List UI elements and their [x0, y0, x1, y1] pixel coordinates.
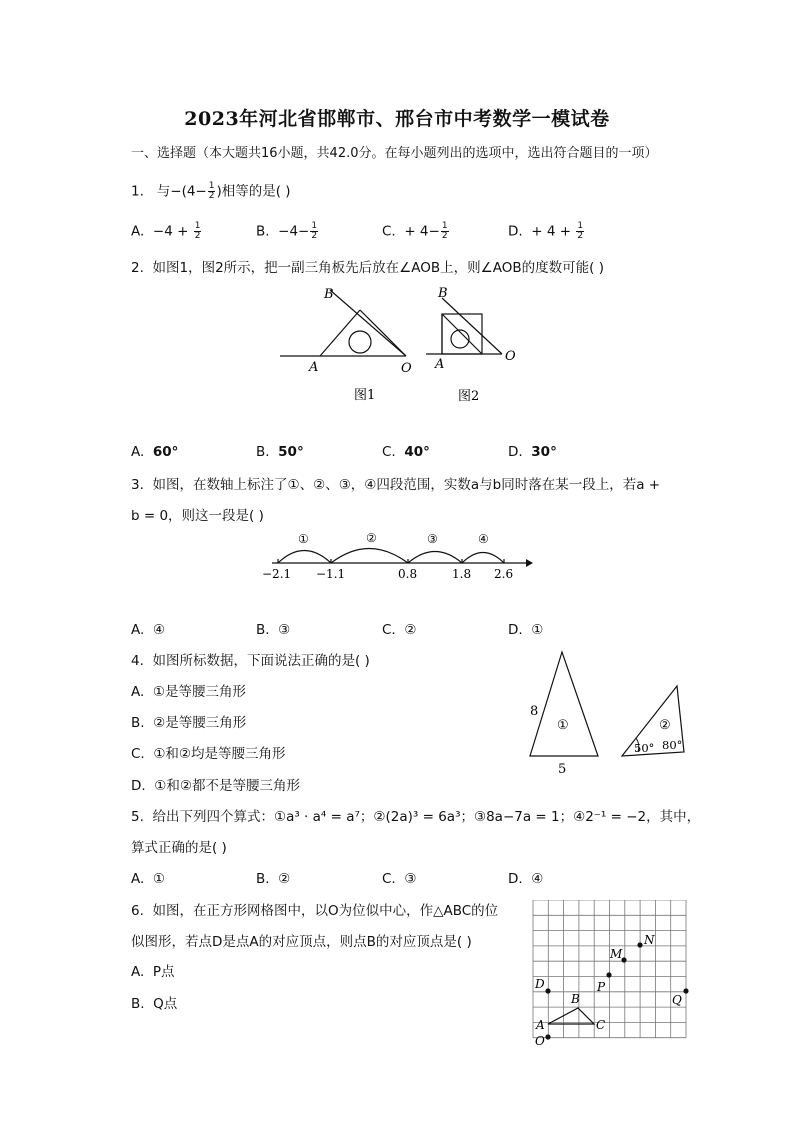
point-p: P [597, 980, 606, 994]
number-line [258, 528, 534, 584]
point-d: D [535, 977, 545, 991]
q3-option-d[interactable]: D. ① [508, 622, 544, 638]
q4-option-b[interactable]: B. ②是等腰三角形 [131, 715, 247, 731]
tick-label: 0.8 [398, 567, 418, 581]
figure-2 [426, 286, 516, 404]
q1-option-d[interactable]: D. + 4 + $\frac{1}{2}$ [508, 221, 584, 241]
angle-label: 80° [662, 738, 683, 752]
question-5-stem-line1: 5. 给出下列四个算式：①a³ · a⁴ = a⁷；②(2a)³ = 6a³；③8a−7a = 1；④2⁻¹ = −2，其中， [131, 809, 701, 825]
point-o: O [535, 1034, 545, 1048]
q2-option-a[interactable]: A. 60° [131, 444, 179, 460]
q5-option-a[interactable]: A. ① [131, 871, 165, 887]
fraction: $\frac{1}{2}$ [208, 181, 215, 201]
q6-option-b[interactable]: B. Q点 [131, 996, 178, 1012]
segment-1: ① [298, 532, 309, 546]
triangle-2-label: ② [659, 718, 671, 733]
section-heading: 一、选择题（本大题共16小题，共42.0分。在每小题列出的选项中，选出符合题目的一项） [131, 146, 658, 161]
label-a: A [309, 360, 319, 375]
tick-label: 2.6 [494, 567, 514, 581]
q1-option-c[interactable]: C. + 4− $\frac{1}{2}$ [382, 221, 448, 241]
triangle-1-label: ① [557, 718, 569, 733]
stem-text: 与−(4− [156, 183, 207, 200]
q4-option-a[interactable]: A. ①是等腰三角形 [131, 684, 246, 700]
q3-option-b[interactable]: B. ③ [256, 622, 291, 638]
question-2-stem: 2. 如图1，图2所示，把一副三角板先后放在∠AOB上，则∠AOB的度数可能( ) [131, 260, 604, 276]
q2-option-b[interactable]: B. 50° [256, 444, 304, 460]
segment-3: ③ [427, 532, 438, 546]
segment-2: ② [366, 531, 377, 545]
stem-text: )相等的是( ) [216, 183, 291, 200]
figure-caption: 图2 [458, 389, 480, 404]
q5-option-b[interactable]: B. ② [256, 871, 291, 887]
q2-option-d[interactable]: D. 30° [508, 444, 557, 460]
label-b: B [324, 287, 334, 302]
question-number: 1. [131, 183, 144, 200]
angle-label: 50° [634, 741, 655, 755]
point-c: C [596, 1018, 606, 1032]
point-q: Q [672, 993, 682, 1007]
q4-option-d[interactable]: D. ①和②都不是等腰三角形 [131, 778, 300, 794]
base-label: 5 [558, 762, 567, 776]
square-grid [533, 900, 686, 1038]
question-6-stem-line1: 6. 如图，在正方形网格图中，以O为位似中心，作△ABC的位 [131, 903, 499, 919]
point-b: B [571, 992, 580, 1006]
side-label: 8 [530, 704, 539, 719]
triangle-1 [530, 652, 598, 756]
point-m: M [610, 947, 623, 961]
question-5-stem-line2: 算式正确的是( ) [131, 840, 227, 856]
point-a: A [536, 1018, 545, 1032]
q2-option-c[interactable]: C. 40° [382, 444, 430, 460]
q1-option-b[interactable]: B. −4− $\frac{1}{2}$ [256, 221, 318, 241]
figure-1 [280, 287, 412, 403]
question-3-stem-line1: 3. 如图，在数轴上标注了①、②、③，④四段范围，实数a与b同时落在某一段上，若a + [131, 477, 661, 493]
q6-grid-figure [530, 900, 692, 1052]
q6-option-a[interactable]: A. P点 [131, 964, 175, 980]
tick-label: 1.8 [452, 567, 472, 581]
question-4-stem: 4. 如图所标数据，下面说法正确的是( ) [131, 653, 370, 669]
question-1-stem [131, 182, 291, 201]
tick-label: −1.1 [316, 567, 346, 581]
label-o: O [505, 349, 516, 364]
question-3-stem-line2: b = 0，则这一段是( ) [131, 508, 264, 524]
label-o: O [401, 361, 412, 376]
q3-option-c[interactable]: C. ② [382, 622, 417, 638]
page-title: 2023年河北省邯郸市、邢台市中考数学一模试卷 [184, 108, 610, 130]
q1-option-a[interactable]: A. −4 + $\frac{1}{2}$ [131, 221, 201, 241]
tick-label: −2.1 [262, 567, 292, 581]
q5-option-d[interactable]: D. ④ [508, 871, 544, 887]
label-b: B [438, 286, 448, 301]
segment-4: ④ [478, 532, 489, 546]
q2-figures [276, 282, 526, 407]
label-a: A [435, 357, 445, 372]
q3-option-a[interactable]: A. ④ [131, 622, 165, 638]
q4-option-c[interactable]: C. ①和②均是等腰三角形 [131, 746, 286, 762]
q5-option-c[interactable]: C. ③ [382, 871, 417, 887]
question-6-stem-line2: 似图形，若点D是点A的对应顶点，则点B的对应顶点是( ) [131, 934, 472, 950]
point-n: N [644, 933, 655, 947]
triangle-abc [548, 1008, 594, 1024]
q4-triangles [522, 648, 704, 776]
figure-caption: 图1 [354, 388, 376, 403]
